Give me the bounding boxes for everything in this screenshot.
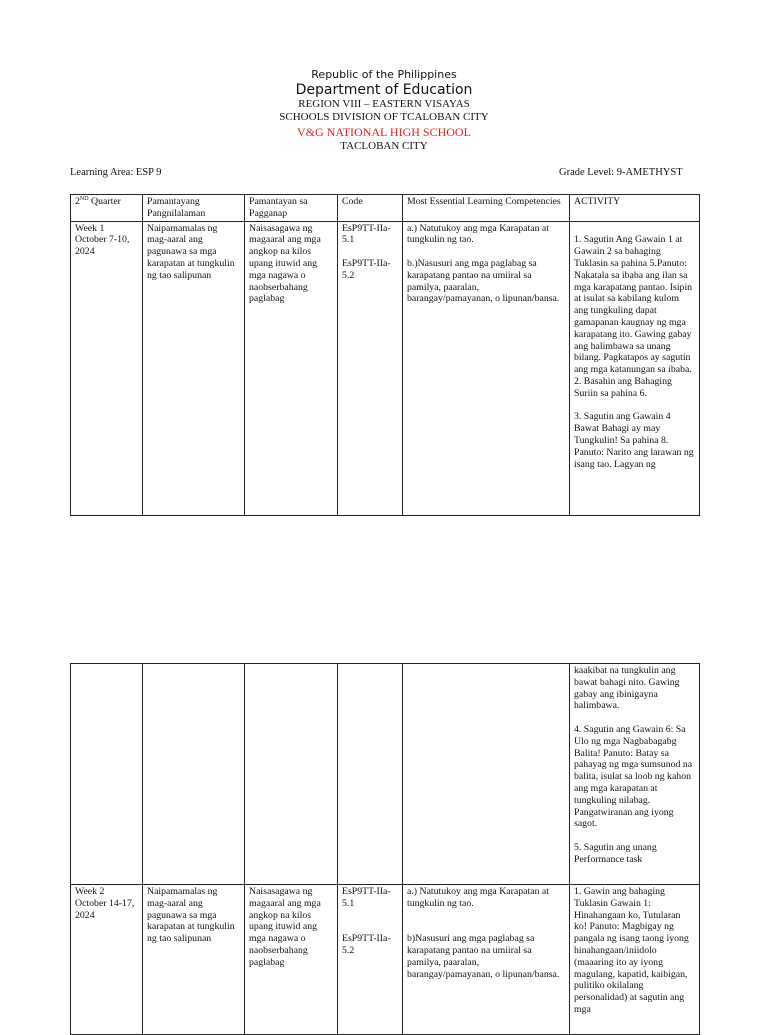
header-quarter: 2ND Quarter [71,195,143,222]
table-row [71,885,700,1035]
region-line: REGION VIII – EASTERN VISAYAS [298,98,470,110]
performance-standard-cell: Naisasagawa ng magaaral ang mga angkop na kilos upang ituwid ang mga nagawa o naobserbahang paglabag [245,885,338,1035]
learning-area: Learning Area: ESP 9 [70,167,162,178]
department-title: Department of Education [295,82,473,98]
division-line: SCHOOLS DIVISION OF TCALOBAN CITY [279,111,489,123]
header-competencies: Most Essential Learning Competencies [403,195,570,222]
week-cell [71,664,143,885]
code-cell: EsP9TT-IIa-5.1 EsP9TT-IIa-5.2 [338,885,403,1035]
header-performance-standard: Pamantayan sa Pagganap [245,195,338,222]
activity-cell: kaakibat na tungkulin ang bawat bahagi nito. Gawing gabay ang ibinigayna halimbawa. 4. Sagutin ang Gawain 6: Sa Ulo ng mga Nagbabagabg Balita! Panuto: Batay sa pahayag ng mga sumsunod na balita, isulat sa loob ng kahon ang mga karapatan at tungkuling nilabag. Pangatwiranan ang iyong sagot. 5. Sagutin ang unang Performance task [570,664,700,885]
header-activity: ACTIVITY [570,195,700,222]
school-name: V&G NATIONAL HIGH SCHOOL [297,125,471,139]
activity-cell: 1. Gawin ang bahaging Tuklasin Gawain 1: Hinahangaan ko, Tutularan ko! Panuto: Magbigay ng pangala ng isang taong iyong hinahangaan/iniidolo (maaaring ito ay iyong magulang, kapatid, kaibigan, pulitiko okilalang personalidad) at sagutin ang mga [570,885,700,1035]
header-code: Code [338,195,403,222]
grade-level: Grade Level: 9-AMETHYST [559,167,683,178]
city-line: TACLOBAN CITY [340,140,428,152]
code-cell [338,664,403,885]
week-cell: Week 1 October 7-10, 2024 [71,221,143,515]
header-content-standard: Pamantayang Pangnilalaman [143,195,245,222]
republic-line: Republic of the Philippines [311,68,457,81]
lesson-table-page2 [70,663,700,1035]
content-standard-cell: Naipamamalas ng mag-aaral ang pagunawa sa mga karapatan at tungkulin ng tao salipunan [143,221,245,515]
performance-standard-cell: Naisasagawa ng magaaral ang mga angkop na kilos upang ituwid ang mga nagawa o naobserbahang paglabag [245,221,338,515]
table-header-row [71,195,700,222]
content-standard-cell: Naipamamalas ng mag-aaral ang pagunawa sa mga karapatan at tungkulin ng tao salipunan [143,885,245,1035]
activity-cell: 1. Sagutin Ang Gawain 1 at Gawain 2 sa bahaging Tuklasin sa pahina 5.Panuto: Nakatala sa ibaba ang ilan sa mga karapatang pantao. Isipin at isulat sa kabilang kulom ang tungkuling dapat gamapanan kaugnay ng mga karapatang ito. Gawing gabay ang halimbawa sa unang bilang. Pagkatapos ay sagutin ang mga katanungan sa ibaba. 2. Basahin ang Bahaging Suriin sa pahina 6. 3. Sagutin ang Gawain 4 Bawat Bahagi ay may Tungkulin! Sa pahina 8. Panuto: Narito ang larawan ng isang tao. Lagyan ng [570,221,700,515]
competencies-cell: a.) Natutukoy ang mga Karapatan at tungkulin ng tao. b.)Nasusuri ang mga paglabag sa karapatang pantao na umiiral sa pamilya, paaralan, barangay/pamayanan, o lipunan/bansa. [403,221,570,515]
week-cell: Week 2 October 14-17, 2024 [71,885,143,1035]
performance-standard-cell [245,664,338,885]
competencies-cell: a.) Natutukoy ang mga Karapatan at tungkulin ng tao. b)Nasusuri ang mga paglabag sa karapatang pantao na umiiral sa pamilya, paaralan, barangay/pamayanan, o lipunan/bansa. [403,885,570,1035]
content-standard-cell [143,664,245,885]
competencies-cell [403,664,570,885]
table-row [71,664,700,885]
lesson-table-page1 [70,194,700,516]
code-cell: EsP9TT-IIa-5.1 EsP9TT-IIa-5.2 [338,221,403,515]
table-row [71,221,700,515]
